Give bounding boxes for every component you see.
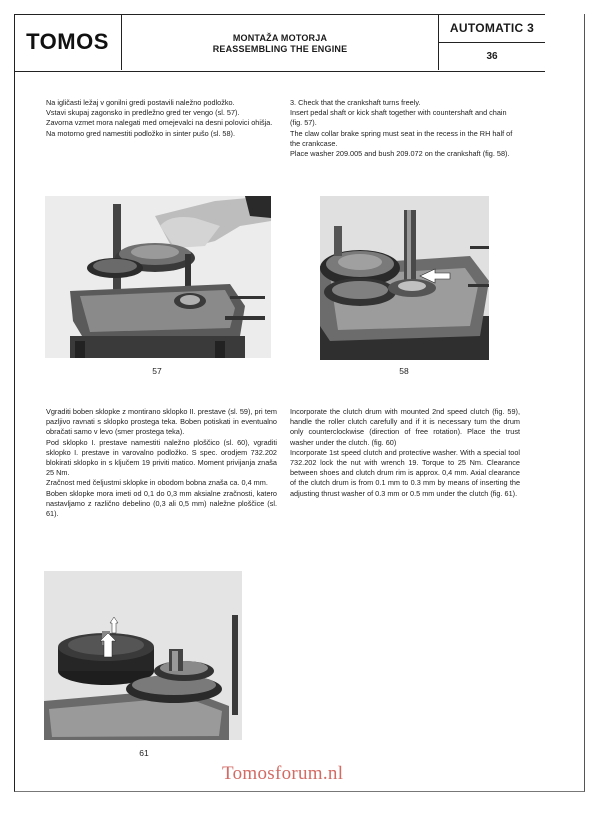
paragraph: Incorporate 1st speed clutch and protective washer. With a special tool 732.202 lock the nut with wrench 19. Torque to 25 Nm. Clearance between shoes and clutch drum rim is approx. 0,4 mm. Axial clearance of the clutch drum is from 0.1 mm to 0.3 mm by means of inserting the adjusting thrust washer of 0.3 mm or 0.5 mm under the clutch (fig. 61). xyxy=(290,447,520,498)
tomosforum-watermark: Tomosforum.nl xyxy=(222,763,344,784)
figure-61-caption: 61 xyxy=(139,748,149,758)
tomos-logo xyxy=(14,14,122,70)
paragraph: Na motorno gred namestiti podložko in sinter pušo (sl. 58). xyxy=(46,128,235,138)
engine-hand-photo-graphic xyxy=(45,196,271,358)
model-name: AUTOMATIC 3 xyxy=(439,14,545,43)
paragraph: The claw collar brake spring must seat in the recess in the RH half of the crankcase. xyxy=(290,128,513,148)
paragraph: Pod sklopko I. prestave namestiti naležno ploščico (sl. 60), vgraditi sklopko I. prestave in varovalno podložko. S spec. orodjem 732.202 blokirati sklopko in s ključem 19 priviti matico. Moment privijanja znaša 25 Nm. xyxy=(46,437,277,478)
page-title xyxy=(122,14,439,70)
title-english: REASSEMBLING THE ENGINE xyxy=(212,44,348,54)
paragraph: Vgraditi boben sklopke z montirano sklopko II. prestave (sl. 59), pri tem pazljivo ravnati s sklopko prostega teka. Boben potiskati in eventualno obračati samo v levo (smer prostega teka). xyxy=(46,407,277,437)
section1-slovenian xyxy=(46,98,276,139)
paragraph: 3. Check that the crankshaft turns freely. xyxy=(290,98,421,107)
model-box xyxy=(439,14,545,70)
paragraph: Place washer 209.005 and bush 209.072 on the crankshaft (fig. 58). xyxy=(290,149,510,159)
figure-58-caption: 58 xyxy=(399,366,409,376)
crankshaft-photo-graphic xyxy=(320,196,489,360)
photo-fig58-crankshaft xyxy=(320,196,489,360)
paragraph: Incorporate the clutch drum with mounted 2nd speed clutch (fig. 59), handle the roller clutch carefully and if it is necessary turn the drum only counterclockwise (direction of free rotation). Place the trust washer under the clutch. (fig. 60) xyxy=(290,407,520,447)
paragraph: Vstavi skupaj zagonsko in predležno gred ter vengo (sl. 57). xyxy=(46,108,240,118)
page-number: 36 xyxy=(486,50,498,62)
paragraph: Na igličasti ležaj v gonilni gredi postavili naležno podložko. xyxy=(46,98,235,107)
section2-slovenian xyxy=(46,407,277,519)
paragraph: Zračnost med čeljustmi sklopke in obodom bobna znaša ca. 0,4 mm. xyxy=(46,478,268,488)
paragraph: Insert pedal shaft or kick shaft together with countershaft and chain (fig. 57). xyxy=(290,108,507,128)
paragraph: Boben sklopke mora imeti od 0,1 do 0,3 mm aksialne zračnosti, katero nastavljamo z različno debelino (0,3 ali 0,5 mm) naležne ploščice (sl. 61). xyxy=(46,488,277,519)
logo-text: TOMOS xyxy=(26,29,109,54)
section2-english xyxy=(290,407,520,499)
paragraph: Zavorna vzmet mora nalegati med omejevalci na desni polovici ohišja. xyxy=(46,118,273,128)
photo-fig57-engine-assembly xyxy=(45,196,271,358)
clutch-drum-photo-graphic xyxy=(44,571,242,740)
title-slovenian: MONTAŽA MOTORJA xyxy=(232,33,328,43)
photo-fig61-clutch-drum xyxy=(44,571,242,740)
figure-57-caption: 57 xyxy=(152,366,162,376)
section1-english xyxy=(290,98,520,159)
